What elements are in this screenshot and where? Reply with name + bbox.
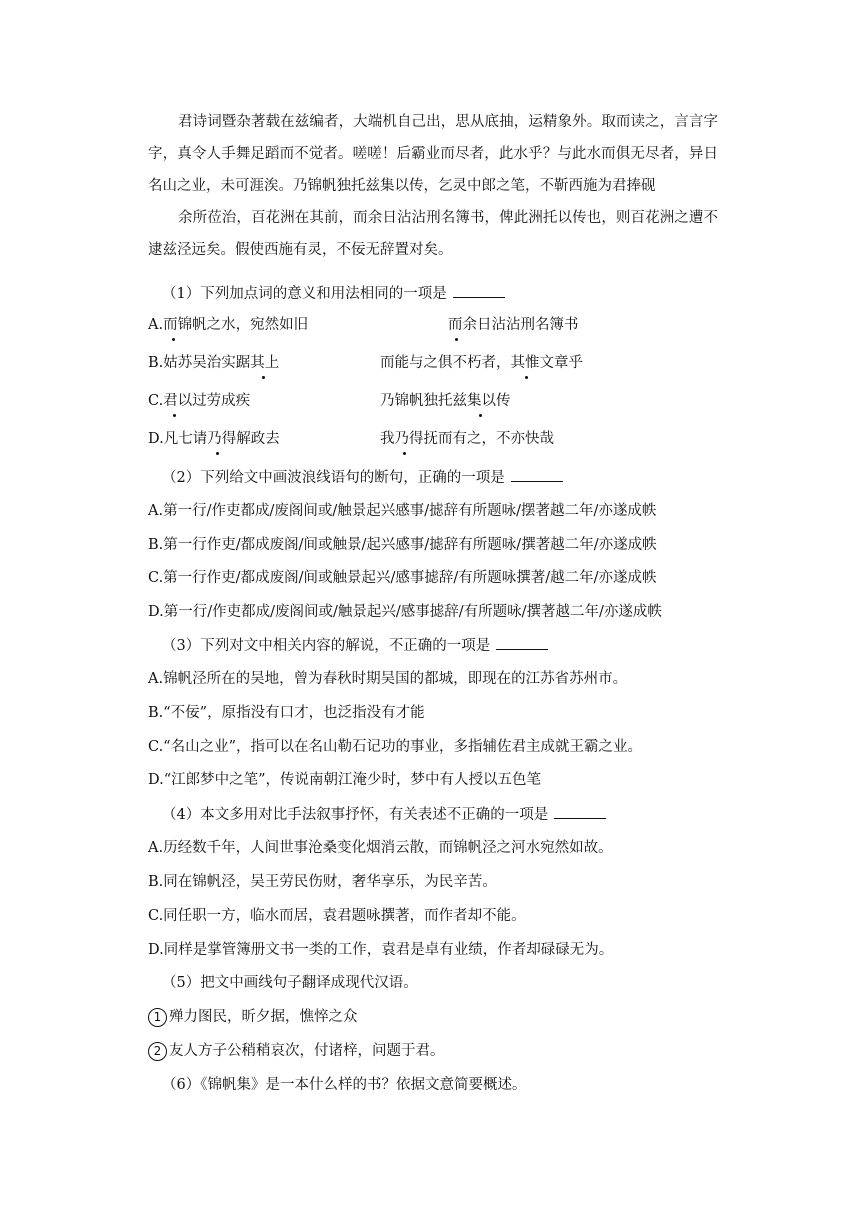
emphasis-dot [172, 338, 175, 341]
question-1-stem [162, 283, 505, 304]
question-1-option-c: C.君以过劳成疾 [148, 393, 251, 409]
question-6-stem: （6）《锦帆集》是一本什么样的书？依据文意简要概述。 [162, 1077, 527, 1093]
emphasis-dot [525, 376, 528, 379]
question-3-option-d: D.“江郎梦中之笔”，传说南朝江淹少时，梦中有人授以五色笔 [148, 772, 542, 788]
question-2-text: （2）下列给文中画波浪线语句的断句，正确的一项是 [162, 470, 505, 486]
question-4-stem [162, 804, 606, 825]
question-5-item-2-text: 友人方子公稍稍哀次，付诸梓，问题于君。 [169, 1043, 445, 1059]
emphasis-dot [262, 376, 265, 379]
question-5-item-1-text: 殚力图民，昕夕据，憔悴之众 [169, 1009, 358, 1025]
question-2-option-d: D.第一行/作吏都成/废阁间或/触景起兴/感事摅辞/有所题咏/撰著越二年/亦遂成帙 [148, 604, 662, 620]
question-2-option-b: B.第一行作吏/都成废阁/间或触景/起兴感事/摅辞有所题咏/撰著越二年/亦遂成帙 [148, 537, 657, 553]
question-4-option-a: A.历经数千年，人间世事沧桑变化烟消云散，而锦帆泾之河水宛然如故。 [148, 840, 613, 856]
emphasis-dot [216, 452, 219, 455]
answer-blank [453, 283, 505, 298]
circled-number: 2 [148, 1042, 167, 1061]
question-1-text: （1）下列加点词的意义和用法相同的一项是 [162, 286, 447, 302]
emphasis-dot [403, 452, 406, 455]
answer-blank [496, 635, 548, 650]
answer-blank [554, 804, 606, 819]
question-1-option-d-compare: 我乃得抚而有之，不亦快哉 [380, 431, 554, 447]
question-3-option-b: B.“不佞”，原指没有口才，也泛指没有才能 [148, 705, 425, 721]
circled-number: 1 [148, 1008, 167, 1027]
question-2-stem [162, 467, 563, 488]
question-3-text: （3）下列对文中相关内容的解说，不正确的一项是 [162, 638, 491, 654]
emphasis-dot [479, 414, 482, 417]
question-1-option-c-compare: 乃锦帆独托兹集以传 [380, 393, 511, 409]
question-5-item-2 [148, 1041, 445, 1061]
question-1-option-d: D.凡七请乃得解政去 [148, 431, 280, 447]
question-5-stem: （5）把文中画线句子翻译成现代汉语。 [162, 975, 418, 991]
question-4-option-d: D.同样是掌管簿册文书一类的工作，袁君是卓有业绩，作者却碌碌无为。 [148, 942, 614, 958]
question-4-text: （4）本文多用对比手法叙事抒怀，有关表述不正确的一项是 [162, 807, 549, 823]
passage-paragraph-2: 余所莅治，百花洲在其前，而余日沾沾刑名簿书，俾此洲托以传也，则百花洲之遭不逮兹泾远矣。假使西施有灵，不佞无辞置对矣。 [148, 210, 718, 258]
question-3-option-c: C.“名山之业”，指可以在名山勒石记功的事业，多指辅佐君主成就王霸之业。 [148, 739, 643, 755]
answer-blank [511, 467, 563, 482]
question-1-option-a: A.而锦帆之水，宛然如旧 [148, 317, 309, 333]
question-1-option-a-compare: 而余日沾沾刑名簿书 [448, 317, 579, 333]
question-4-option-b: B.同在锦帆泾，吴王劳民伤财，奢华享乐，为民辛苦。 [148, 874, 497, 890]
question-2-option-c: C.第一行作吏/都成废阁/间或触景起兴/感事摅辞/有所题咏撰著/越二年/亦遂成帙 [148, 570, 657, 586]
question-3-stem [162, 635, 548, 656]
question-1-option-b-compare: 而能与之俱不朽者，其惟文章乎 [380, 355, 583, 371]
question-2-option-a: A.第一行/作吏都成/废阁间或/触景起兴感事/摅辞有所题咏/摆著越二年/亦遂成帙 [148, 503, 657, 519]
passage-paragraph-1: 君诗词暨杂著载在兹编者，大端机自己出，思从底抽，运精象外。取而读之，言言字字，真令人手舞足蹈而不觉者。嗟嗟！后霸业而尽者，此水乎？与此水而俱无尽者，异日名山之业，未可涯涘。乃锦帆独托兹集以传，乞灵中郎之笔，不靳西施为君捧砚 [148, 114, 718, 194]
question-4-option-c: C.同任职一方，临水而居，袁君题咏撰著，而作者却不能。 [148, 908, 526, 924]
question-5-item-1 [148, 1007, 358, 1027]
question-3-option-a: A.锦帆泾所在的吴地，曾为春秋时期吴国的都城，即现在的江苏省苏州市。 [148, 671, 628, 687]
question-1-option-b: B.姑苏吴治实踞其上 [148, 355, 280, 371]
emphasis-dot [173, 414, 176, 417]
emphasis-dot [455, 338, 458, 341]
